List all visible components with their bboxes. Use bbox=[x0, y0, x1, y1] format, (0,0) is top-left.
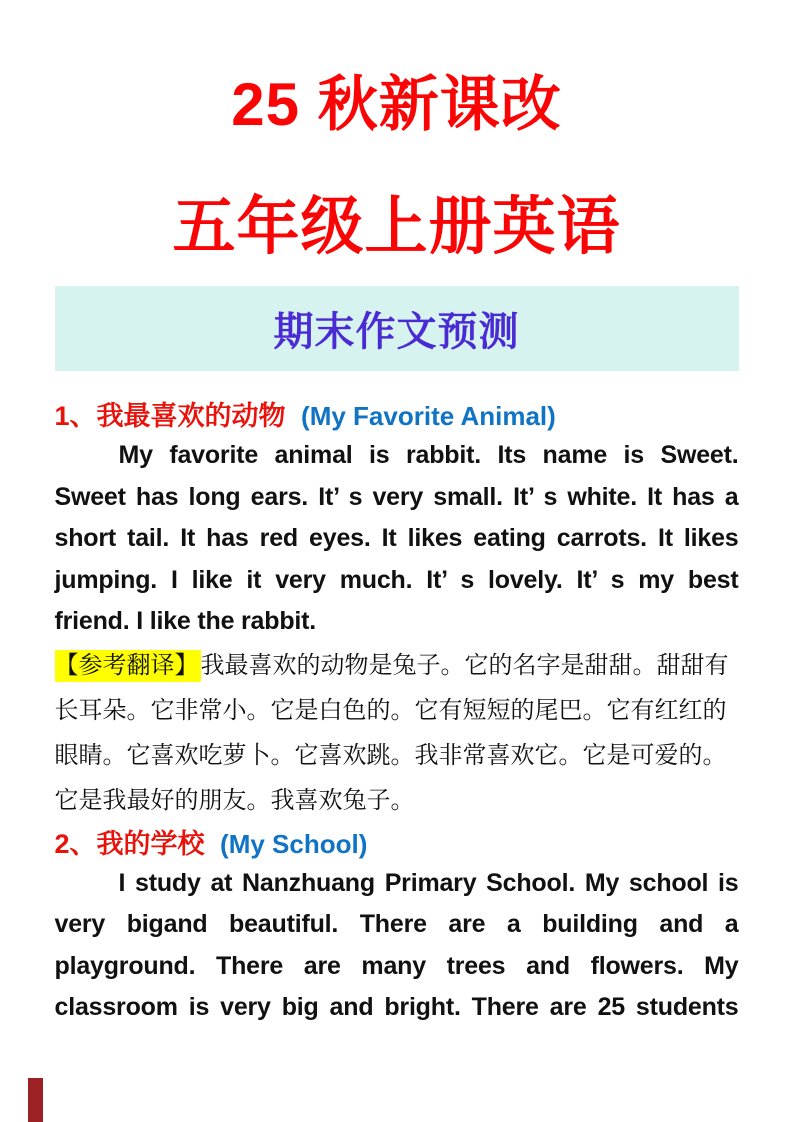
subtitle-banner bbox=[55, 286, 739, 371]
translation-text: 我最喜欢的动物是兔子。它的名字是甜甜。甜甜有 bbox=[200, 651, 729, 679]
section2-heading-cn: 2、我的学校 bbox=[54, 828, 205, 859]
main-title-line2: 五年级上册英语 bbox=[172, 192, 621, 262]
translation-line bbox=[55, 643, 739, 688]
essay-line: My favorite animal is rabbit. Its name is Sweet. bbox=[118, 441, 739, 469]
section1-translation bbox=[55, 643, 739, 823]
section1-heading-cn: 1、我最喜欢的动物 bbox=[54, 401, 286, 431]
essay-line: playground. There are many trees and flowers. My bbox=[54, 951, 739, 980]
translation-line: 它是我最好的朋友。我喜欢兔子。 bbox=[54, 786, 415, 814]
page-content bbox=[55, 397, 739, 1029]
page-corner-mark bbox=[28, 1078, 43, 1122]
banner-label: 期末作文预测 bbox=[273, 310, 520, 354]
reference-translation-tag: 【参考翻译】 bbox=[55, 650, 201, 682]
section1-essay bbox=[55, 435, 739, 643]
essay-line: jumping. I like it very much. It’ s lovely. It’ s my best bbox=[54, 565, 739, 594]
essay-line: Sweet has long ears. It’ s very small. It’ s white. It has a bbox=[54, 482, 739, 511]
section1-heading bbox=[55, 397, 739, 435]
section2-heading bbox=[55, 825, 739, 863]
main-title-line1: 25 秋新课改 bbox=[231, 71, 562, 138]
section2-essay bbox=[55, 863, 739, 1029]
translation-line: 眼睛。它喜欢吃萝卜。它喜欢跳。我非常喜欢它。它是可爱的。 bbox=[54, 741, 727, 769]
translation-line: 长耳朵。它非常小。它是白色的。它有短短的尾巴。它有红红的 bbox=[54, 696, 727, 724]
essay-line: very bigand beautiful. There are a building and a bbox=[54, 910, 739, 938]
essay-line: friend. I like the rabbit. bbox=[54, 607, 317, 635]
essay-line: classroom is very big and bright. There are 25 students bbox=[54, 993, 739, 1021]
essay-line: short tail. It has red eyes. It likes eating carrots. It likes bbox=[54, 524, 739, 552]
section1-heading-en: (My Favorite Animal) bbox=[301, 401, 556, 431]
essay-line: I study at Nanzhuang Primary School. My school is bbox=[118, 868, 739, 897]
section2-heading-en: (My School) bbox=[220, 828, 368, 859]
